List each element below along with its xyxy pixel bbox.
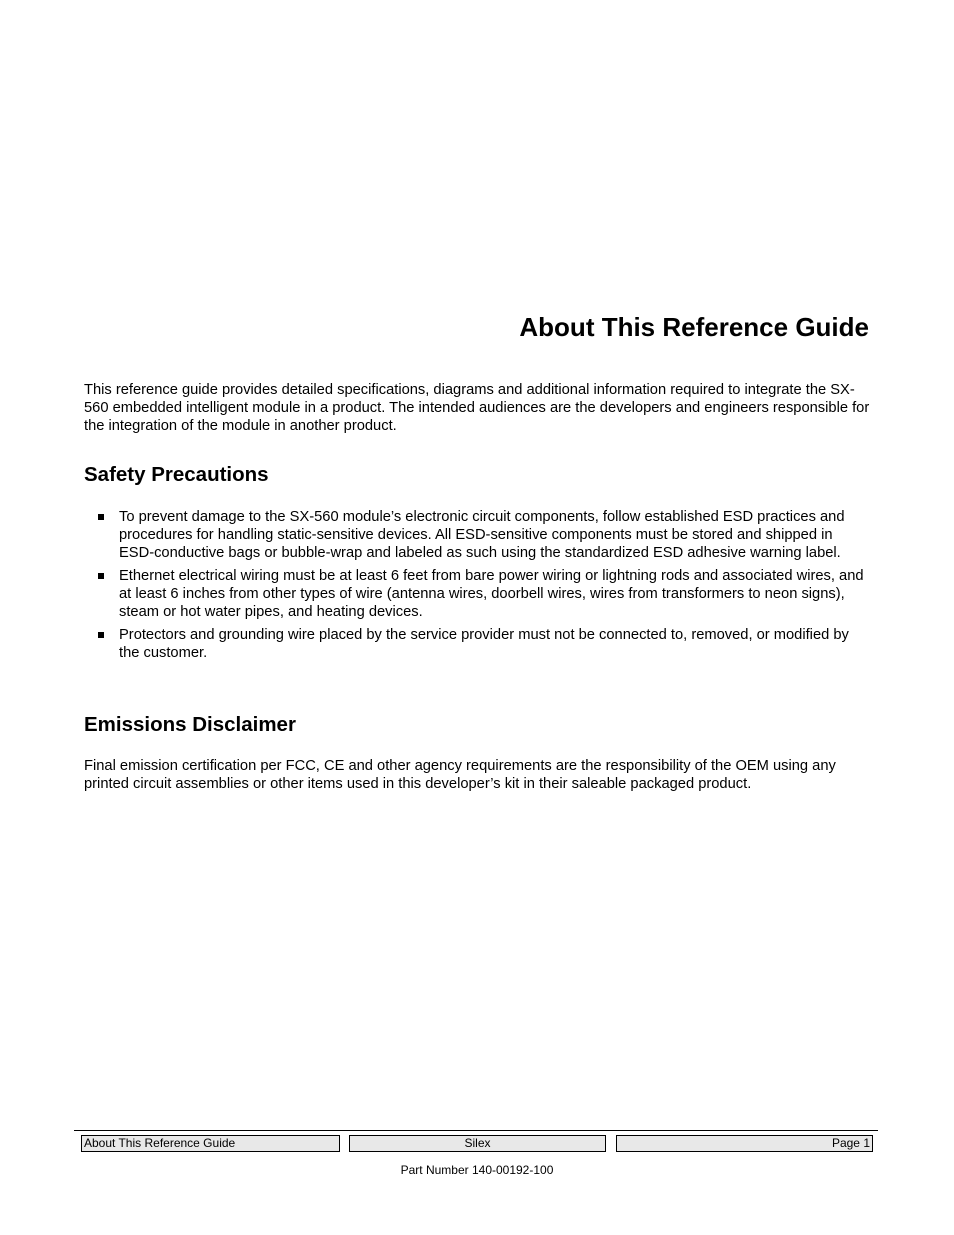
safety-bullet-wiring: [119, 567, 869, 621]
footer-section-title: About This Reference Guide: [81, 1135, 340, 1152]
intro-paragraph: This reference guide provides detailed specifications, diagrams and additional information required to integrate the SX-560 embedded intelligent module in a product. The intended audiences are the developers and engineers responsible for the integration of the module in another product.: [84, 382, 870, 434]
safety-bullet-grounding: [119, 626, 869, 662]
bullet-text: To prevent damage to the SX-560 module’s electronic circuit components, follow established ESD practices and procedures for handling static-sensitive devices. All ESD-sensitive components must be stored and shipped in ESD-conductive bags or bubble-wrap and labeled as such using the standardized ESD adhesive warning label.: [119, 509, 845, 561]
square-bullet-icon: [98, 514, 104, 520]
footer-divider: [74, 1130, 878, 1131]
safety-bullet-list: [0, 508, 954, 667]
footer-company: Silex: [349, 1135, 606, 1152]
safety-precautions-heading: Safety Precautions: [84, 463, 269, 486]
safety-bullet-esd: [119, 508, 869, 562]
square-bullet-icon: [98, 573, 104, 579]
emissions-disclaimer-heading: Emissions Disclaimer: [84, 713, 296, 736]
bullet-text: Protectors and grounding wire placed by the service provider must not be connected to, removed, or modified by the customer.: [119, 627, 849, 661]
footer-page-number: Page 1: [616, 1135, 873, 1152]
part-number: Part Number 140-00192-100: [400, 1163, 554, 1177]
emissions-disclaimer-paragraph: Final emission certification per FCC, CE and other agency requirements are the responsibility of the OEM using any printed circuit assemblies or other items used in this developer’s kit in their saleable packaged product.: [84, 758, 836, 792]
square-bullet-icon: [98, 632, 104, 638]
page-title: About This Reference Guide: [519, 312, 869, 342]
bullet-text: Ethernet electrical wiring must be at least 6 feet from bare power wiring or lightning rods and associated wires, and at least 6 inches from other types of wire (antenna wires, doorbell wires, wires from transformers to neon signs), steam or hot water pipes, and heating devices.: [119, 568, 864, 620]
